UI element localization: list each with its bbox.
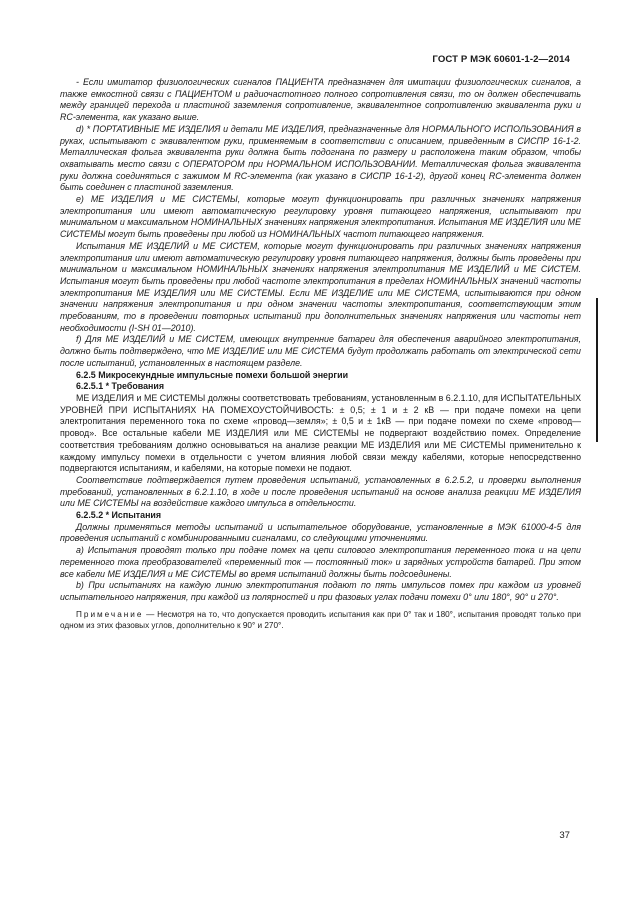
change-bar: [596, 298, 598, 442]
paragraph-simulator: - Если имитатор физиологических сигналов ПАЦИЕНТА предназначен для имитации физиологических сигналов, а также емкостной связи с ПАЦИЕНТОМ и радиочастотного полного сопротивления связи, то он должен обеспечивать между границей перехода и пластиной заземления сопротивление, эквивалентное сопротивлению эквивалента руки и RC-элемента, как указано выше.: [60, 77, 581, 123]
document-header: ГОСТ Р МЭК 60601-1-2—2014: [432, 54, 570, 65]
page-number: 37: [559, 830, 570, 841]
paragraph-compliance: Соответствие подтверждается путем проведения испытаний, установленных в 6.2.5.2, и проверки выполнения требований, установленных в 6.2.1.10, в ходе и после проведения испытаний на основе анализа реакции МЕ ИЗДЕЛИЯ или МЕ СИСТЕМЫ на воздействие каждого импульса в отдельности.: [60, 474, 581, 509]
document-body: [60, 77, 581, 631]
section-heading-6-2-5-2: 6.2.5.2 * Испытания: [76, 510, 162, 521]
paragraph-test-methods: Должны применяться методы испытаний и испытательное оборудование, установленные в МЭК 61000-4-5 для проведения испытаний с комбинированными сигналами, со следующими уточнениями.: [60, 521, 581, 544]
paragraph-item-d: d) * ПОРТАТИВНЫЕ МЕ ИЗДЕЛИЯ и детали МЕ ИЗДЕЛИЯ, предназначенные для НОРМАЛЬНОГО ИСПОЛЬЗОВАНИЯ в руках, испытывают с эквивалентом руки, применяемым в соответствии с описанием, приведенным в СИСПР 16-1-2. Металлическая фольга эквивалента руки должна быть подогнана по размеру и расположена таким образом, чтобы охватывать место связи с ОПЕРАТОРОМ при НОРМАЛЬНОМ ИСПОЛЬЗОВАНИИ. Металлическая фольга эквивалента руки должна соединяться с зажимом M RC-элемента (как указано в СИСПР 16-1-2), другой конец RC-элемента должен быть соединен с пластиной заземления.: [60, 123, 581, 193]
section-heading-6-2-5: 6.2.5 Микросекундные импульсные помехи большой энергии: [76, 369, 349, 380]
paragraph-item-a: a) Испытания проводят только при подаче помех на цепи силового электропитания переменного тока и на цепи переменного тока преобразователей «переменный ток — постоянный ток» и зарядных устройств батарей. При этом все кабели МЕ ИЗДЕЛИЯ и МЕ СИСТЕМЫ во время испытаний должны быть подсоединены.: [60, 545, 581, 579]
paragraph-item-b: b) При испытаниях на каждую линию электропитания подают по пять импульсов помех при каждом из уровней испытательного напряжения, при каждой из полярностей и при фазовых углах подачи помехи 0° или 180°, 90° и 270°.: [60, 580, 581, 602]
note: [60, 609, 581, 631]
note-text: — Несмотря на то, что допускается проводить испытания как при 0° так и 180°, испытания проводят только при одном из этих фазовых углов, дополнительно к 90° и 270°.: [60, 609, 581, 630]
paragraph-rationale: Испытания МЕ ИЗДЕЛИЙ и МЕ СИСТЕМ, которые могут функционировать при различных значениях напряжения электропитания или имеют автоматическую регулировку уровня питающего напряжения, должны быть проведены при минимальном и максимальном НОМИНАЛЬНЫХ значениях напряжения электропитания МЕ ИЗДЕЛИЙ и МЕ СИСТЕМ. Испытания могут быть проведены при любой частоте электропитания в пределах НОМИНАЛЬНЫХ значений частоты электропитания МЕ ИЗДЕЛИЯ или МЕ СИСТЕМЫ. Если МЕ ИЗДЕЛИЕ или МЕ СИСТЕМА, испытываются при одном значении напряжения электропитания и при одном значении частоты электропитания, соответствующим этим требованиям, то в проведении повторных испытаний при дополнительных значениях напряжения или частоты нет необходимости (I-SH 01—2010).: [60, 240, 581, 333]
section-heading-6-2-5-1: 6.2.5.1 * Требования: [76, 381, 165, 392]
paragraph-item-e: e) МЕ ИЗДЕЛИЯ и МЕ СИСТЕМЫ, которые могут функционировать при различных значениях напряжения электропитания или имеют автоматическую регулировку уровня питающего напряжения, испытывают при минимальном и максимальном НОМИНАЛЬНЫХ значениях напряжения электропитания. Испытания МЕ ИЗДЕЛИЯ или МЕ СИСТЕМЫ могут быть проведены при любой из НОМИНАЛЬНЫХ частот питающего напряжения.: [60, 194, 581, 240]
paragraph-item-f: f) Для МЕ ИЗДЕЛИЙ и МЕ СИСТЕМ, имеющих внутренние батареи для обеспечения аварийного электропитания, должно быть подтверждено, что МЕ ИЗДЕЛИЕ или МЕ СИСТЕМА будут продолжать работать от электрической сети после испытаний, установленных в настоящем разделе.: [60, 334, 581, 368]
note-label: Примечание: [76, 609, 144, 619]
paragraph-requirements: МЕ ИЗДЕЛИЯ и МЕ СИСТЕМЫ должны соответствовать требованиям, установленным в 6.2.1.10, для ИСПЫТАТЕЛЬНЫХ УРОВНЕЙ ПРИ ИСПЫТАНИЯХ НА ПОМЕХОУСТОЙЧИВОСТЬ: ± 0,5; ± 1 и ± 2 кВ — при подаче помехи на цепи электропитания переменного тока по схеме «провод—земля»; ± 0,5 и ± 1кВ — при подаче помехи по схеме «провод—провод». Все остальные кабели МЕ ИЗДЕЛИЯ или МЕ СИСТЕМЫ не подвергают воздействию помех. Определение соответствия требованиям должно основываться на анализе реакции МЕ ИЗДЕЛИЯ или МЕ СИСТЕМЫ применительно к каждому импульсу помехи в отдельности с учетом влияния любой связи между кабелями, которые непосредственно подвергаются испытаниям, и кабелями, на которые помехи не подают.: [60, 392, 581, 474]
